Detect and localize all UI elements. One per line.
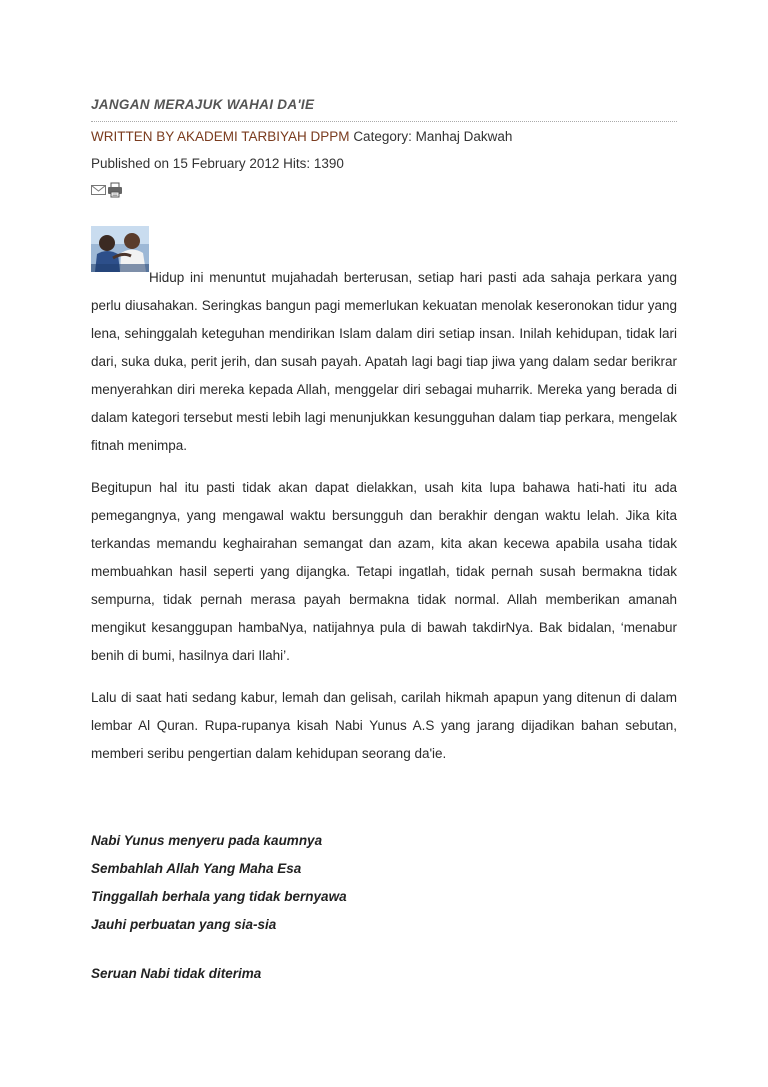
article-title: JANGAN MERAJUK WAHAI DA'IE (91, 97, 315, 112)
title-divider (91, 121, 677, 122)
article-body (91, 264, 677, 782)
article-actions (91, 181, 123, 199)
hits-count: Hits: 1390 (283, 156, 344, 171)
poem-block (91, 827, 677, 988)
category-label: Category: (353, 129, 412, 144)
article-published-line (91, 156, 344, 171)
poem-line: Sembahlah Allah Yang Maha Esa (91, 861, 302, 876)
article-paragraph: Hidup ini menuntut mujahadah berterusan, setiap hari pasti ada sahaja perkara yang perlu diusahakan. Seringkas bangun pagi memerlukan kekuatan menolak keseronokan tidur yang lena, sehinggalah keteguhan mendirikan Islam dalam diri setiap insan. Inilah kehidupan, tidak lari dari, suka duka, perit jerih, dan susah payah. Apatah lagi bagi tiap jiwa yang dalam sedar berikrar menyerahkan diri mereka kepada Allah, menggelar diri sebagai muharrik. Mereka yang berada di dalam kategori tersebut mesti lebih lagi menunjukkan kesungguhan dalam tiap perkara, mengelak fitnah menimpa. (91, 270, 677, 453)
poem-line: Tinggallah berhala yang tidak bernyawa (91, 889, 347, 904)
poem-line: Jauhi perbuatan yang sia-sia (91, 917, 277, 932)
article-meta-line (91, 129, 512, 144)
print-icon[interactable] (107, 182, 123, 198)
poem-line: Nabi Yunus menyeru pada kaumnya (91, 833, 323, 848)
article-paragraph: Begitupun hal itu pasti tidak akan dapat dielakkan, usah kita lupa bahawa hati-hati itu ada pemegangnya, yang mengawal waktu bersungguh dan berakhir dengan waktu lelah. Jika kita terkandas memandu keghairahan semangat dan azam, kita akan kecewa apabila usaha tidak membuahkan hasil seperti yang dijangka. Tetapi ingatlah, tidak pernah susah bermakna tidak sempurna, tidak pernah merasa payah bermakna tidak normal. Allah memberikan amanah mengikut kesanggupan hambaNya, natijahnya pula di bawah takdirNya. Bak bidalan, ‘menabur benih di bumi, hasilnya dari Ilahi’. (91, 480, 677, 663)
published-date: Published on 15 February 2012 (91, 156, 280, 171)
article-paragraph: Lalu di saat hati sedang kabur, lemah dan gelisah, carilah hikmah apapun yang ditenun di dalam lembar Al Quran. Rupa-rupanya kisah Nabi Yunus A.S yang jarang dijadikan bahan sebutan, memberi seribu pengertian dalam kehidupan seorang da'ie. (91, 690, 677, 761)
email-icon[interactable] (91, 184, 106, 196)
author-link[interactable]: WRITTEN BY AKADEMI TARBIYAH DPPM (91, 129, 350, 144)
poem-line: Seruan Nabi tidak diterima (91, 966, 262, 981)
stanza-gap (91, 939, 677, 960)
category-link[interactable]: Manhaj Dakwah (415, 129, 513, 144)
